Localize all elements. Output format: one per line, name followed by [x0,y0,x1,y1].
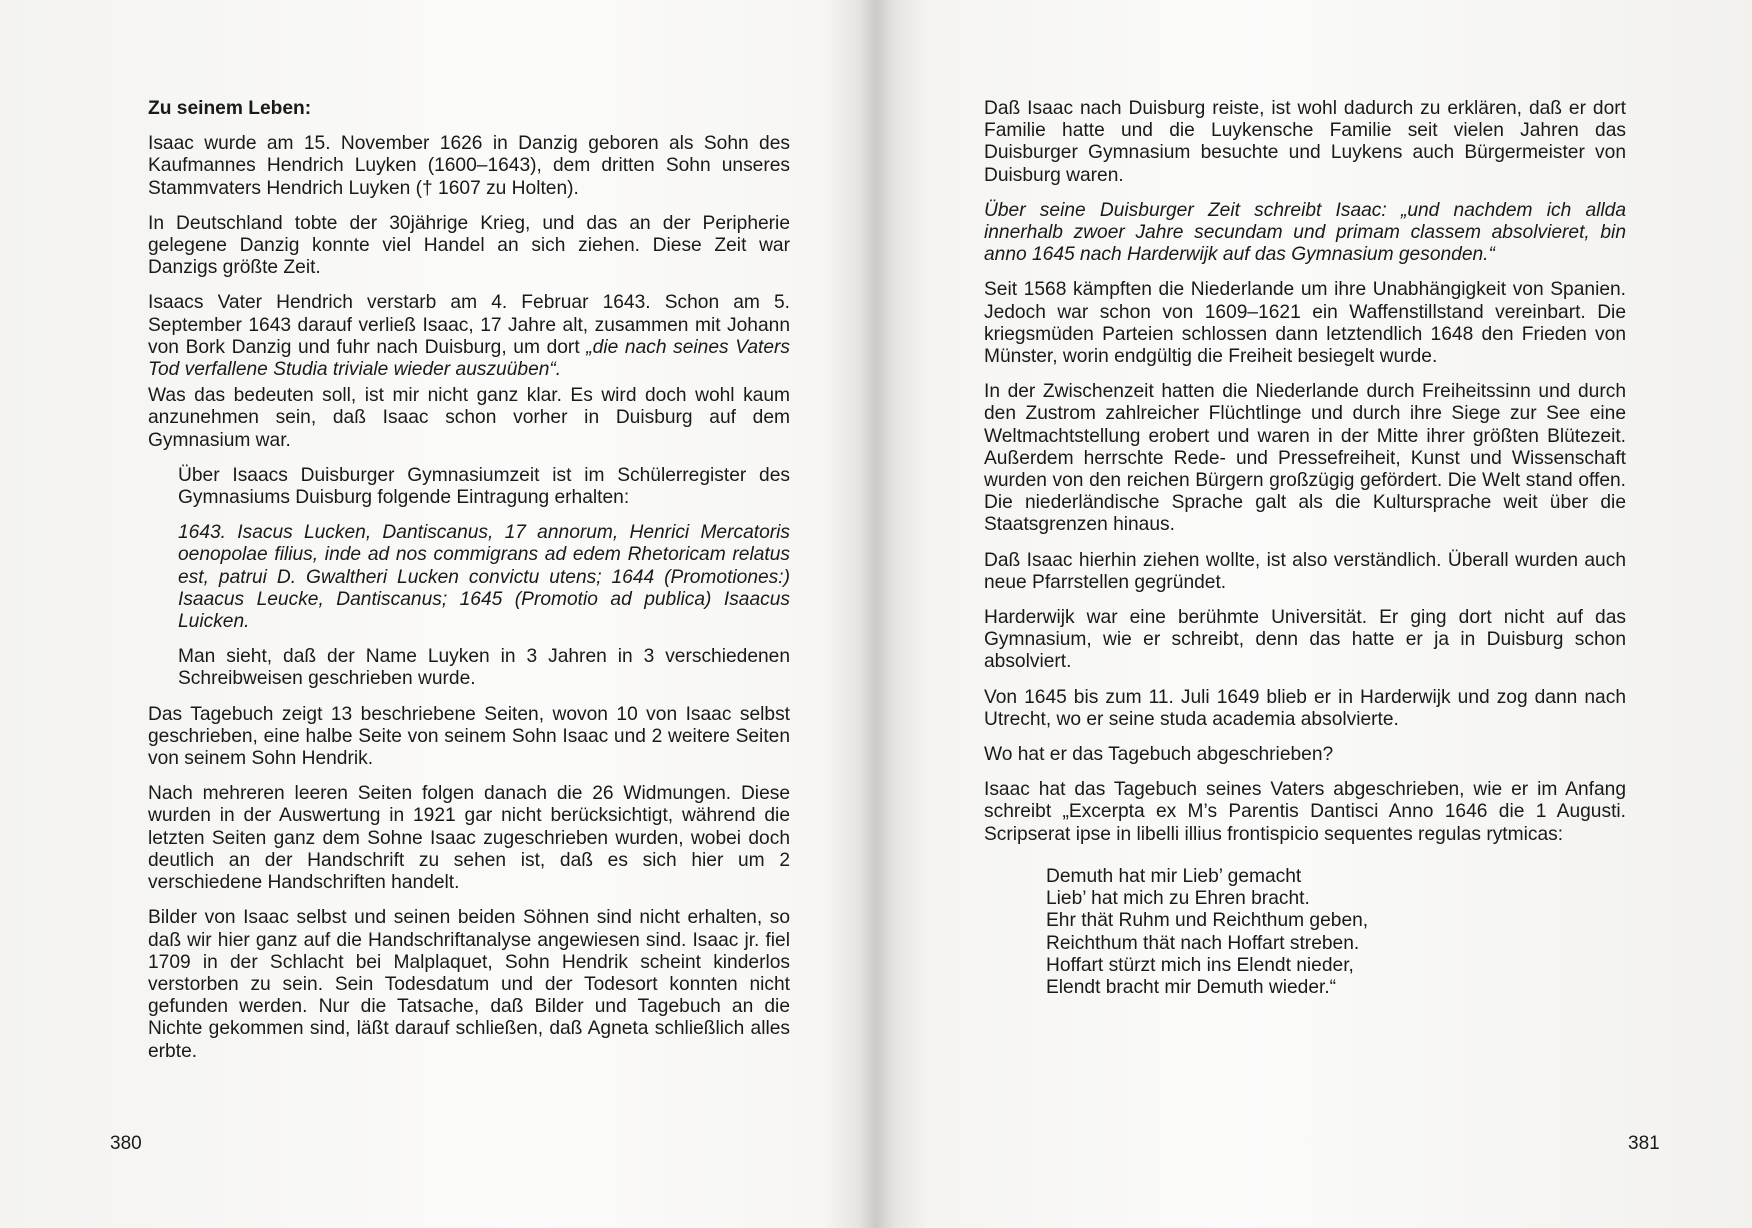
left-text-column [148,98,790,1076]
right-text-column [984,98,1626,999]
poem [1046,866,1626,999]
italic-quote-paragraph: Über seine Duisburger Zeit schreibt Isaac: „und nachdem ich allda innerhalb zwoer Jahre secundam und primam classem absolvieret, bin anno 1645 nach Harderwijk auf das Gymnasium gesonden.“ [984,199,1626,266]
paragraph: Von 1645 bis zum 11. Juli 1649 blieb er in Harderwijk und zog dann nach Utrecht, wo er seine studa academia absolvierte. [984,686,1626,730]
paragraph: Wo hat er das Tagebuch abgeschrieben? [984,744,1334,766]
page-number: 381 [1628,1133,1660,1154]
poem-line: Hoffart stürzt mich ins Elendt nieder, [1046,954,1354,976]
register-entry-quote: 1643. Isacus Lucken, Dantiscanus, 17 annorum, Henrici Mercatoris oenopolae filius, inde ad nos commigrans ad edem Rhetoricam relatus est, patrui D. Gwaltheri Lucken convictu utens; 1644 (Promotiones:) Isaacus Leucke, Dantiscanus; 1645 (Promotio ad publica) Isaacus Luicken. [178,522,790,633]
paragraph-text: Isaacs Vater Hendrich verstarb am 4. Februar 1643. Schon am 5. September 1643 darauf verließ Isaac, 17 Jahre alt, zusammen mit Johann von Bork Danzig und fuhr nach Duisburg, um dort [148,292,790,358]
quoted-phrase: „die nach seines Vaters Tod verfallene Studia triviale wieder auszuüben“. [148,336,790,381]
right-page [876,0,1752,1228]
paragraph: Harderwijk war eine berühmte Universität. Er ging dort nicht auf das Gymnasium, wie er schreibt, denn das hatte er ja in Duisburg schon absolviert. [984,607,1626,673]
paragraph: Bilder von Isaac selbst und seinen beiden Söhnen sind nicht erhalten, so daß wir hier ganz auf die Handschriftanalyse angewiesen sind. Isaac jr. fiel 1709 in der Schlacht bei Malplaquet, Sohn Hendrik scheint kinderlos verstorben zu sein. Sein Todesdatum und der Todesort konnten nicht gefunden werden. Nur die Tatsache, daß Bilder und Tagebuch an die Nichte gekommen sind, läßt darauf schließen, daß Agneta schließlich alles erbte. [148,907,790,1062]
indented-paragraph: Über Isaacs Duisburger Gymnasiumzeit ist im Schülerregister des Gymnasiums Duisburg folgende Eintragung erhalten: [178,464,790,509]
paragraph: Isaac hat das Tagebuch seines Vaters abgeschrieben, wie er im Anfang schreibt „Excerpta ex M’s Parentis Dantisci Anno 1646 die 1 Augusti. Scripserat ipse in libelli illius frontispicio sequentes regulas rytmicas: [984,779,1626,845]
paragraph: Daß Isaac hierhin ziehen wollte, ist also verständlich. Überall wurden auch neue Pfarrstellen gegründet. [984,549,1626,593]
poem-line: Ehr thät Ruhm und Reichthum geben, [1046,910,1369,932]
paragraph: Daß Isaac nach Duisburg reiste, ist wohl dadurch zu erklären, daß er dort Familie hatte und die Luykensche Familie seit vielen Jahren das Duisburger Gymnasium besuchte und Luykens auch Bürgermeister von Duisburg waren. [984,98,1626,186]
poem-line: Lieb’ hat mich zu Ehren bracht. [1046,888,1310,910]
section-heading: Zu seinem Leben: [148,98,312,119]
poem-line: Elendt bracht mir Demuth wieder.“ [1046,976,1337,998]
poem-line: Demuth hat mir Lieb’ gemacht [1046,865,1302,887]
paragraph: Das Tagebuch zeigt 13 beschriebene Seiten, wovon 10 von Isaac selbst geschrieben, eine halbe Seite von seinem Sohn Isaac und 2 weitere Seiten von seinem Sohn Hendrik. [148,703,790,770]
page-number: 380 [110,1133,142,1154]
paragraph: Seit 1568 kämpften die Niederlande um ihre Unabhängigkeit von Spanien. Jedoch war schon von 1609–1621 ein Waffenstillstand vereinbart. Die kriegsmüden Parteien schlossen dann letztendlich 1648 den Frieden von Münster, worin endgültig die Freiheit besiegelt wurde. [984,279,1626,368]
indented-paragraph: Man sieht, daß der Name Luyken in 3 Jahren in 3 verschiedenen Schreibweisen geschrieben wurde. [178,646,790,690]
paragraph: In der Zwischenzeit hatten die Niederlande durch Freiheitssinn und durch den Zustrom zahlreicher Flüchtlinge und durch ihre Siege zur See eine Weltmachtstellung erobert und waren in der Mitte ihrer größten Blütezeit. Außerdem herrschte Rede- und Pressefreiheit, Kunst und Wissenschaft wurden von den reichen Bürgern großzügig gefördert. Die Welt stand offen. Die niederländische Sprache galt als die Kultursprache weit über die Staatsgrenzen hinaus. [984,381,1626,536]
paragraph: Was das bedeuten soll, ist mir nicht ganz klar. Es wird doch wohl kaum anzunehmen sein, daß Isaac schon vorher in Duisburg auf dem Gymnasium war. [148,385,790,451]
paragraph: Isaac wurde am 15. November 1626 in Danzig geboren als Sohn des Kaufmannes Hendrich Luyken (1600–1643), dem dritten Sohn unseres Stammvaters Hendrich Luyken († 1607 zu Holten). [148,133,790,199]
paragraph: Nach mehreren leeren Seiten folgen danach die 26 Widmungen. Diese wurden in der Auswertung in 1921 gar nicht berücksichtigt, während die letzten Seiten ganz dem Sohne Isaac zugeschrieben wurden, wobei doch deutlich an der Handschrift zu sehen ist, daß es sich hier um 2 verschiedene Handschriften handelt. [148,783,790,894]
paragraph: In Deutschland tobte der 30jährige Krieg, und das an der Peripherie gelegene Danzig konnte viel Handel an sich ziehen. Diese Zeit war Danzigs größte Zeit. [148,212,790,279]
poem-line: Reichthum thät nach Hoffart streben. [1046,932,1360,954]
paragraph [148,292,790,381]
